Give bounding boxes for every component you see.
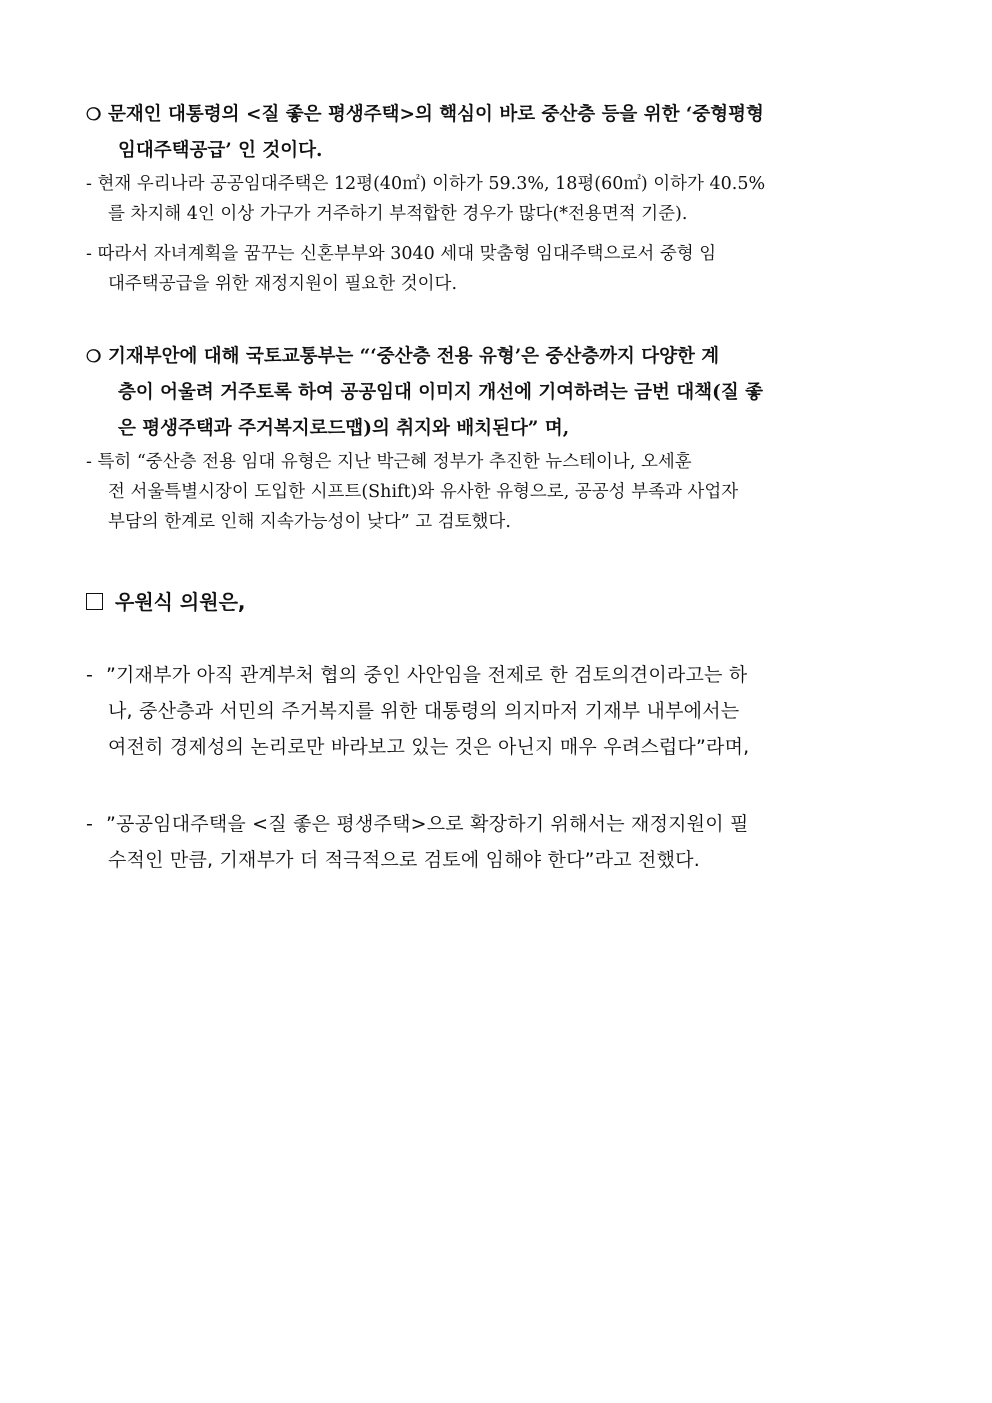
paragraph-text: 문재인 대통령의 <질 좋은 평생주택>의 핵심이 바로 중산층 등을 위한 ‘중형평형 xyxy=(108,104,764,125)
dash-mark: - xyxy=(86,813,94,835)
quote-item-2 xyxy=(86,806,910,878)
paragraph-line xyxy=(86,339,910,375)
dash-line: 부담의 한계로 인해 지속가능성이 낮다” 고 검토했다. xyxy=(108,512,511,532)
quote-text: ”공공임대주택을 <질 좋은 평생주택>으로 확장하기 위해서는 재정지원이 필 xyxy=(106,813,749,835)
dash-line: 전 서울특별시장이 도입한 시프트(Shift)와 유사한 유형으로, 공공성 부족과 사업자 xyxy=(108,482,739,502)
section-header xyxy=(86,587,910,617)
paragraph-line: 은 평생주택과 주거복지로드맵)의 취지와 배치된다” 며, xyxy=(118,418,570,439)
checkbox-square-icon xyxy=(86,593,103,610)
paragraph-line: 임대주택공급’ 인 것이다. xyxy=(118,140,323,161)
dash-item-2 xyxy=(86,239,910,299)
paragraph-text: 기재부안에 대해 국토교통부는 “‘중산층 전용 유형’은 중산층까지 다양한 계 xyxy=(108,346,720,367)
dash-line: 대주택공급을 위한 재정지원이 필요한 것이다. xyxy=(108,274,458,294)
quote-line: 나, 중산층과 서민의 주거복지를 위한 대통령의 의지마저 기재부 내부에서는 xyxy=(108,700,740,722)
dash-line: - 따라서 자녀계획을 꿈꾸는 신혼부부와 3040 세대 맞춤형 임대주택으로서 중형 임 xyxy=(86,244,717,264)
dash-line: - 특히 “중산층 전용 임대 유형은 지난 박근혜 정부가 추진한 뉴스테이나, 오세훈 xyxy=(86,452,692,472)
quote-line xyxy=(86,806,910,842)
dash-line: - 현재 우리나라 공공임대주택은 12평(40㎡) 이하가 59.3%, 18평(60㎡) 이하가 40.5% xyxy=(86,174,766,194)
paragraph-line: 층이 어울려 거주토록 하여 공공임대 이미지 개선에 기여하려는 금번 대책(질 좋 xyxy=(118,382,764,403)
dash-line: 를 차지해 4인 이상 가구가 거주하기 부적합한 경우가 많다(*전용면적 기준). xyxy=(108,204,688,224)
dash-item-1 xyxy=(86,169,910,229)
quote-line: 수적인 만큼, 기재부가 더 적극적으로 검토에 임해야 한다”라고 전했다. xyxy=(108,849,700,871)
dash-mark: - xyxy=(86,664,94,686)
section-header-title: 우원식 의원은, xyxy=(115,590,246,614)
quote-line xyxy=(86,657,910,693)
dash-item-3 xyxy=(86,447,910,537)
circle-bullet-paragraph-1 xyxy=(86,97,910,169)
circle-bullet-icon: ❍ xyxy=(86,347,102,367)
quote-line: 여전히 경제성의 논리로만 바라보고 있는 것은 아닌지 매우 우려스럽다”라며, xyxy=(108,736,750,758)
circle-bullet-icon: ❍ xyxy=(86,105,102,125)
quote-text: ”기재부가 아직 관계부처 협의 중인 사안임을 전제로 한 검토의견이라고는 하 xyxy=(106,664,748,686)
quote-item-1 xyxy=(86,657,910,765)
paragraph-line xyxy=(86,97,910,133)
circle-bullet-paragraph-2 xyxy=(86,339,910,447)
